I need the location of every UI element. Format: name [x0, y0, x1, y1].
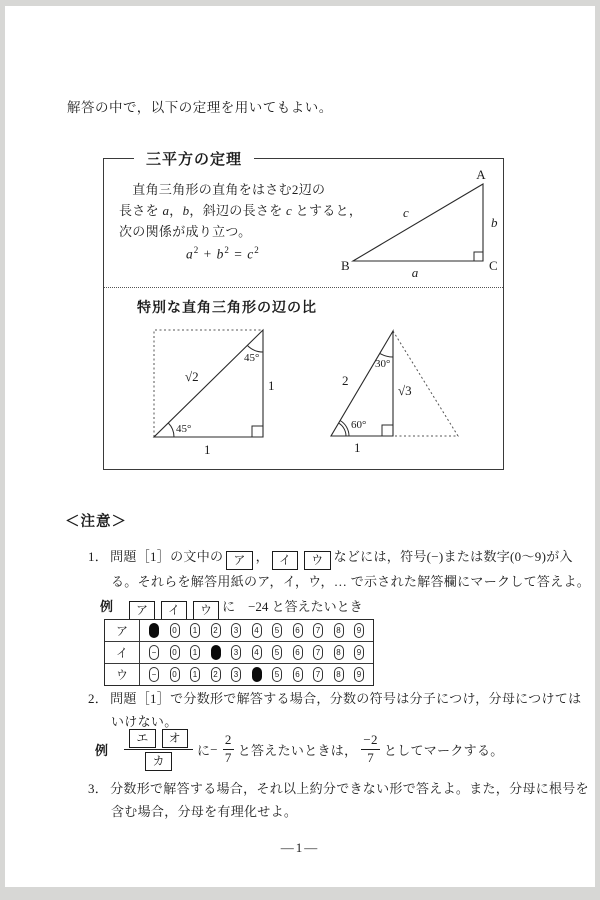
mark-bubble: −: [149, 667, 159, 682]
marked-fraction: [361, 733, 379, 766]
vertex-label-c: C: [489, 258, 498, 273]
mark-bubble: 6: [293, 667, 303, 682]
mark-bubble: 7: [313, 645, 323, 660]
mark-bubble: 1: [190, 645, 200, 660]
side-label-c: c: [403, 205, 409, 220]
mark-bubble: 6: [293, 623, 303, 638]
mark-bubble: 0: [170, 667, 180, 682]
fraction-denominator: 7: [367, 750, 375, 765]
mark-bubble: 7: [313, 623, 323, 638]
note-2-body: 問題［1］で分数形で解答する場合，分数の符号は分子につけ，分母につけてはいけない。: [110, 691, 582, 729]
angle-label-top: 45°: [244, 352, 260, 364]
mark-row-label: ア: [105, 620, 140, 641]
mark-bubble: 9: [354, 667, 364, 682]
mark-bubble: 7: [313, 667, 323, 682]
mark-bubble-row: [140, 620, 373, 641]
text-segment: などには，符号(−)または数字(0～9)が入る。それらを解答用紙のア，イ，ウ，… で示された解答欄にマークして答えよ。: [111, 549, 591, 589]
height-label: √3: [398, 383, 412, 398]
fraction-bar: [124, 749, 193, 750]
theorem-box: [103, 151, 504, 470]
example-1-line: [100, 596, 363, 620]
text-segment: に: [196, 743, 211, 758]
mark-bubble: 6: [293, 645, 303, 660]
mark-bubble: 3: [231, 667, 241, 682]
example-label: 例: [95, 743, 109, 758]
answer-box: イ: [272, 551, 298, 570]
thirty-sixty-triangle-diagram: [326, 325, 466, 460]
target-fraction: [210, 733, 237, 766]
note-number: 1．: [88, 549, 109, 564]
right-triangle-abc-diagram: [341, 167, 506, 282]
note-1-body: [110, 549, 590, 589]
mark-bubble: [149, 623, 159, 638]
fraction-denominator: 7: [224, 750, 232, 765]
note-3: [88, 777, 593, 823]
answer-box: ウ: [193, 601, 219, 620]
vertex-label-b: B: [341, 258, 350, 273]
fraction-numerator: [124, 728, 193, 748]
note-number: 2．: [88, 691, 109, 706]
mark-bubble: 2: [211, 623, 221, 638]
theorem-line: 直角三角形の直角をはさむ2辺の: [119, 182, 326, 197]
answer-box: イ: [161, 601, 187, 620]
side-label-right: 1: [268, 378, 275, 393]
notice-heading: ＜注意＞: [65, 514, 127, 530]
hypotenuse-label: 2: [342, 373, 349, 388]
mark-bubble: 8: [334, 645, 344, 660]
mark-bubble: 1: [190, 667, 200, 682]
answer-box: カ: [145, 752, 171, 771]
intro-text: 解答の中で，以下の定理を用いてもよい。: [67, 99, 333, 115]
base-label: 1: [354, 440, 361, 455]
mark-bubble: 3: [231, 645, 241, 660]
fraction-example-line: [95, 728, 504, 771]
example-label: 例: [100, 599, 114, 614]
text-segment: ，: [255, 549, 269, 564]
text-segment: に −24 と答えたいとき: [222, 599, 363, 614]
mark-bubble-row: [140, 664, 373, 685]
mark-sheet-table: [104, 619, 374, 686]
isosceles-right-triangle-diagram: [149, 325, 284, 460]
mark-bubble: 8: [334, 667, 344, 682]
vertex-label-a: A: [476, 167, 486, 182]
mark-bubble: [252, 667, 262, 682]
mark-bubble: 0: [170, 623, 180, 638]
section-divider: [104, 287, 503, 288]
mark-bubble: 2: [211, 667, 221, 682]
note-1: [88, 545, 593, 593]
side-label-b: b: [491, 215, 498, 230]
mark-bubble: −: [149, 645, 159, 660]
pythagorean-formula: $a^2 + b^2 = c^2$: [186, 245, 260, 262]
theorem-line: 次の関係が成り立つ。: [119, 224, 252, 239]
side-label-a: a: [411, 265, 419, 280]
mark-bubble: 8: [334, 623, 344, 638]
theorem-box-title: 三平方の定理: [134, 148, 254, 169]
mark-bubble: 0: [170, 645, 180, 660]
answer-fraction-boxes: [124, 728, 193, 771]
fraction-numerator: 2: [224, 732, 232, 748]
hypotenuse-label: √2: [185, 369, 199, 384]
answer-box: ア: [129, 601, 155, 620]
answer-box: ウ: [304, 551, 330, 570]
theorem-line: 長さを a，b，斜辺の長さを c とすると，: [119, 203, 363, 218]
mark-bubble: 4: [252, 623, 262, 638]
mark-bubble: 5: [272, 645, 282, 660]
mark-bubble: 9: [354, 623, 364, 638]
mark-bubble: 4: [252, 645, 262, 660]
page-number: —1—: [280, 840, 320, 855]
mark-bubble: 5: [272, 667, 282, 682]
mark-bubble: 5: [272, 623, 282, 638]
side-label-base: 1: [204, 442, 211, 457]
mark-bubble-row: [140, 642, 373, 663]
text-segment: と答えたいときは，: [237, 743, 358, 758]
fraction-numerator: −2: [363, 732, 378, 748]
special-triangles-title: 特別な直角三角形の辺の比: [137, 299, 317, 315]
answer-box: エ: [129, 729, 155, 748]
angle-label-bottom: 60°: [351, 419, 367, 431]
example-1-body: [126, 599, 363, 617]
fraction-denominator: [140, 751, 176, 771]
mark-bubble: 1: [190, 623, 200, 638]
mark-bubble: [211, 645, 221, 660]
mark-row: [105, 620, 373, 641]
mark-row-label: イ: [105, 642, 140, 663]
note-2: [88, 687, 593, 733]
fraction-sign: −: [210, 741, 218, 757]
answer-box: ア: [226, 551, 252, 570]
mark-row: [105, 663, 373, 685]
answer-box: オ: [162, 729, 188, 748]
note-number: 3．: [88, 781, 109, 796]
text-segment: 問題［1］の文中の: [110, 549, 224, 564]
text-segment: としてマークする。: [383, 743, 504, 758]
angle-label-top: 30°: [375, 358, 391, 370]
mark-row: [105, 641, 373, 663]
mark-bubble: 3: [231, 623, 241, 638]
mark-bubble: 9: [354, 645, 364, 660]
note-3-body: 分数形で解答する場合，それ以上約分できない形で答えよ。また，分母に根号を含む場合，分母を有理化せよ。: [110, 781, 589, 819]
angle-label-bottom: 45°: [176, 423, 192, 435]
mark-row-label: ウ: [105, 664, 140, 685]
theorem-statement: [119, 179, 369, 242]
